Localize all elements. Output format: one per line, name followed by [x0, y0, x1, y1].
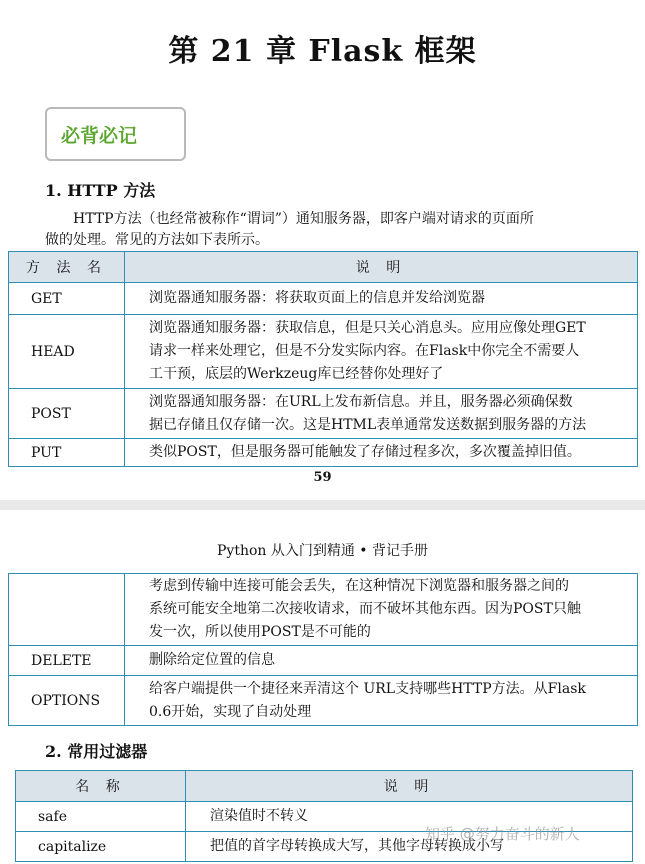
http-methods-table-continued: [8, 573, 638, 726]
method-description: [125, 283, 638, 315]
running-header: Python 从入门到精通 • 背记手册: [216, 543, 429, 559]
table-row: [9, 676, 638, 726]
header-description: 说 明: [186, 771, 633, 802]
desc-line: 0.6开始，实现了自动处理: [149, 703, 312, 720]
section-heading-filters: 2. 常用过滤器: [45, 742, 148, 761]
table-header-row: [16, 771, 633, 802]
header-method-name: 方 法 名: [9, 252, 125, 283]
watermark: 知乎 @努力奋斗的新人: [425, 825, 580, 843]
method-description: [125, 389, 638, 439]
method-name: HEAD: [9, 315, 125, 389]
table-header-row: [9, 252, 638, 283]
desc-line: 给客户端提供一个捷径来弄清这个 URL支持哪些HTTP方法。从Flask: [149, 680, 586, 697]
desc-line: 工干预，底层的Werkzeug库已经替你处理好了: [149, 366, 444, 382]
method-description: [125, 676, 638, 726]
desc-line: 类似POST，但是服务器可能触发了存储过程多次，多次覆盖掉旧值。: [149, 444, 581, 460]
paragraph-line: HTTP方法（也经常被称作“谓词”）通知服务器，即客户端对请求的页面所: [73, 211, 534, 227]
desc-line: 考虑到传输中连接可能会丢失，在这种情况下浏览器和服务器之间的: [149, 578, 569, 594]
page-number: 59: [313, 470, 332, 485]
header-filter-name: 名 称: [16, 771, 186, 802]
table-row: [9, 439, 638, 467]
filter-description: 把值的首字母转换成大写，其他字母转换成小写: [186, 832, 633, 862]
method-description: [125, 646, 638, 676]
table-row: [9, 574, 638, 646]
table-row: [9, 389, 638, 439]
desc-line: 发一次，所以使用POST是不可能的: [149, 624, 371, 640]
method-name: POST: [9, 389, 125, 439]
filters-table: [15, 770, 633, 862]
method-description: [125, 439, 638, 467]
filter-name: capitalize: [16, 832, 186, 862]
table-row: [9, 283, 638, 315]
desc-line: 系统可能安全地第二次接收请求，而不破坏其他东西。因为POST只触: [149, 601, 581, 617]
desc-line: 浏览器通知服务器：获取信息，但是只关心消息头。应用应像处理GET: [149, 320, 586, 336]
table-row: [9, 315, 638, 389]
header-description: 说 明: [125, 252, 638, 283]
paragraph-line: 做的处理。常见的方法如下表所示。: [45, 232, 269, 248]
filter-description: 渲染值时不转义: [186, 802, 633, 832]
method-name: [9, 574, 125, 646]
memo-label: 必背必记: [61, 125, 138, 147]
method-name: GET: [9, 283, 125, 315]
memo-box: [45, 107, 186, 161]
page-60: [0, 510, 645, 864]
desc-line: 请求一样来处理它，但是不分发实际内容。在Flask中你完全不需要人: [149, 343, 580, 359]
desc-line: 删除给定位置的信息: [149, 652, 275, 668]
method-name: PUT: [9, 439, 125, 467]
desc-line: 浏览器通知服务器：将获取页面上的信息并发给浏览器: [149, 290, 485, 306]
method-name: DELETE: [9, 646, 125, 676]
filter-name: safe: [16, 802, 186, 832]
desc-line: 浏览器通知服务器：在URL上发布新信息。并且，服务器必须确保数: [149, 393, 573, 410]
section-heading-http-methods: 1. HTTP 方法: [45, 181, 156, 200]
method-description: [125, 574, 638, 646]
http-methods-table: [8, 251, 638, 467]
method-description: [125, 315, 638, 389]
section-paragraph: [45, 209, 615, 251]
table-row: [9, 646, 638, 676]
method-name: OPTIONS: [9, 676, 125, 726]
desc-line: 据已存储且仅存储一次。这是HTML表单通常发送数据到服务器的方法: [149, 416, 587, 433]
chapter-title: 第 21 章 Flask 框架: [168, 34, 477, 69]
